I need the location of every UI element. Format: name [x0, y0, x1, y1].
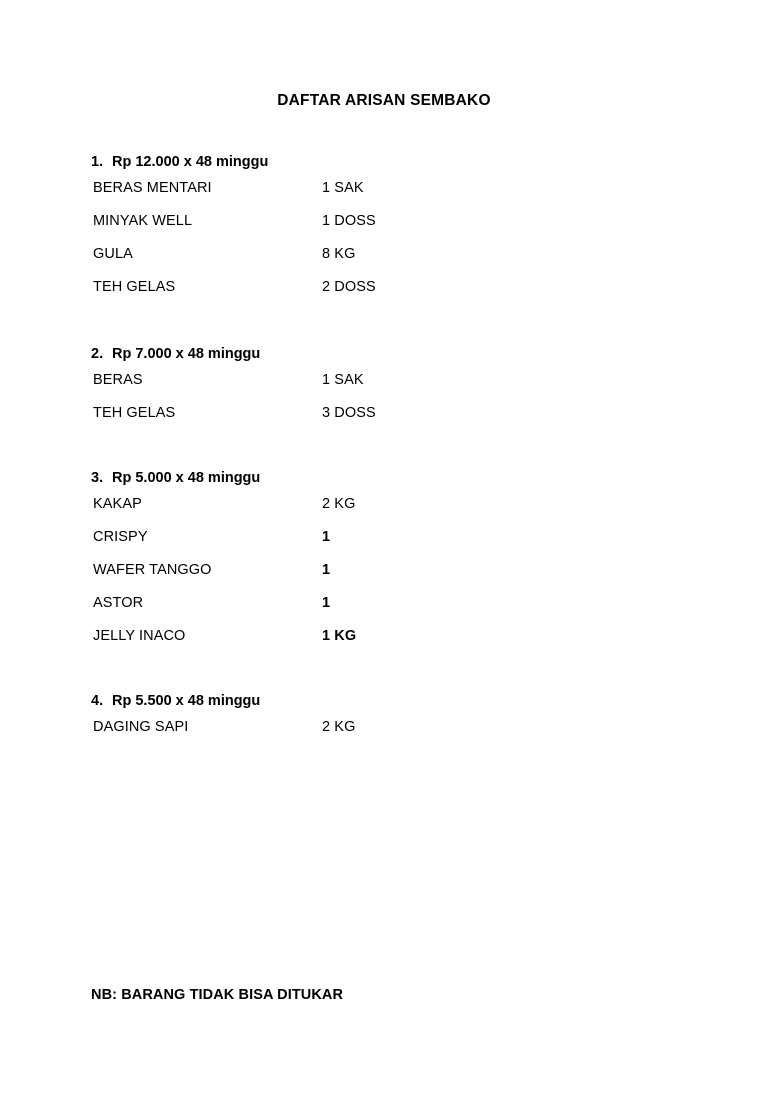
- list-item: [91, 595, 708, 628]
- item-name: MINYAK WELL: [93, 213, 193, 229]
- item-quantity: 3 DOSS: [322, 405, 376, 421]
- list-item: [91, 562, 708, 595]
- list-item: [91, 180, 708, 213]
- item-quantity: 1 DOSS: [322, 213, 376, 229]
- item-quantity: 8 KG: [322, 246, 356, 262]
- price-group-2-items: [91, 372, 708, 438]
- price-group-3-label: Rp 5.000 x 48 minggu: [112, 470, 261, 486]
- item-name: ASTOR: [93, 595, 144, 611]
- price-group-1-number: 1.: [91, 154, 104, 170]
- list-item: [91, 628, 708, 661]
- item-quantity: 2 KG: [322, 719, 356, 735]
- price-group-3: [91, 470, 708, 661]
- item-quantity: 2 DOSS: [322, 279, 376, 295]
- item-name: DAGING SAPI: [93, 719, 189, 735]
- price-group-4-number: 4.: [91, 693, 104, 709]
- item-quantity: 1: [322, 529, 331, 545]
- price-group-2-label: Rp 7.000 x 48 minggu: [112, 346, 261, 362]
- item-name: BERAS: [93, 372, 143, 388]
- sections-container: [0, 154, 768, 752]
- price-group-1: [91, 154, 708, 312]
- price-group-4: [91, 693, 708, 752]
- price-group-4-heading: [91, 693, 708, 709]
- document-page: [0, 92, 768, 1116]
- list-item: [91, 405, 708, 438]
- item-quantity: 2 KG: [322, 496, 356, 512]
- item-quantity: 1: [322, 562, 331, 578]
- price-group-1-label: Rp 12.000 x 48 minggu: [112, 154, 269, 170]
- price-group-1-heading: [91, 154, 708, 170]
- item-name: BERAS MENTARI: [93, 180, 212, 196]
- price-group-3-heading: [91, 470, 708, 486]
- item-name: GULA: [93, 246, 133, 262]
- price-group-3-items: [91, 496, 708, 661]
- item-name: TEH GELAS: [93, 405, 176, 421]
- item-name: WAFER TANGGO: [93, 562, 212, 578]
- page-title: DAFTAR ARISAN SEMBAKO: [277, 92, 491, 109]
- price-group-4-items: [91, 719, 708, 752]
- price-group-2: [91, 346, 708, 438]
- list-item: [91, 246, 708, 279]
- list-item: [91, 529, 708, 562]
- item-name: TEH GELAS: [93, 279, 176, 295]
- item-quantity: 1 SAK: [322, 372, 364, 388]
- price-group-1-items: [91, 180, 708, 312]
- list-item: [91, 372, 708, 405]
- item-quantity: 1: [322, 595, 331, 611]
- price-group-3-number: 3.: [91, 470, 104, 486]
- note-text: NB: BARANG TIDAK BISA DITUKAR: [91, 987, 344, 1003]
- item-name: CRISPY: [93, 529, 148, 545]
- list-item: [91, 719, 708, 752]
- price-group-4-label: Rp 5.500 x 48 minggu: [112, 693, 261, 709]
- price-group-2-number: 2.: [91, 346, 104, 362]
- list-item: [91, 496, 708, 529]
- item-quantity: 1 KG: [322, 628, 357, 644]
- item-name: JELLY INACO: [93, 628, 186, 644]
- list-item: [91, 213, 708, 246]
- item-name: KAKAP: [93, 496, 142, 512]
- price-group-2-heading: [91, 346, 708, 362]
- list-item: [91, 279, 708, 312]
- item-quantity: 1 SAK: [322, 180, 364, 196]
